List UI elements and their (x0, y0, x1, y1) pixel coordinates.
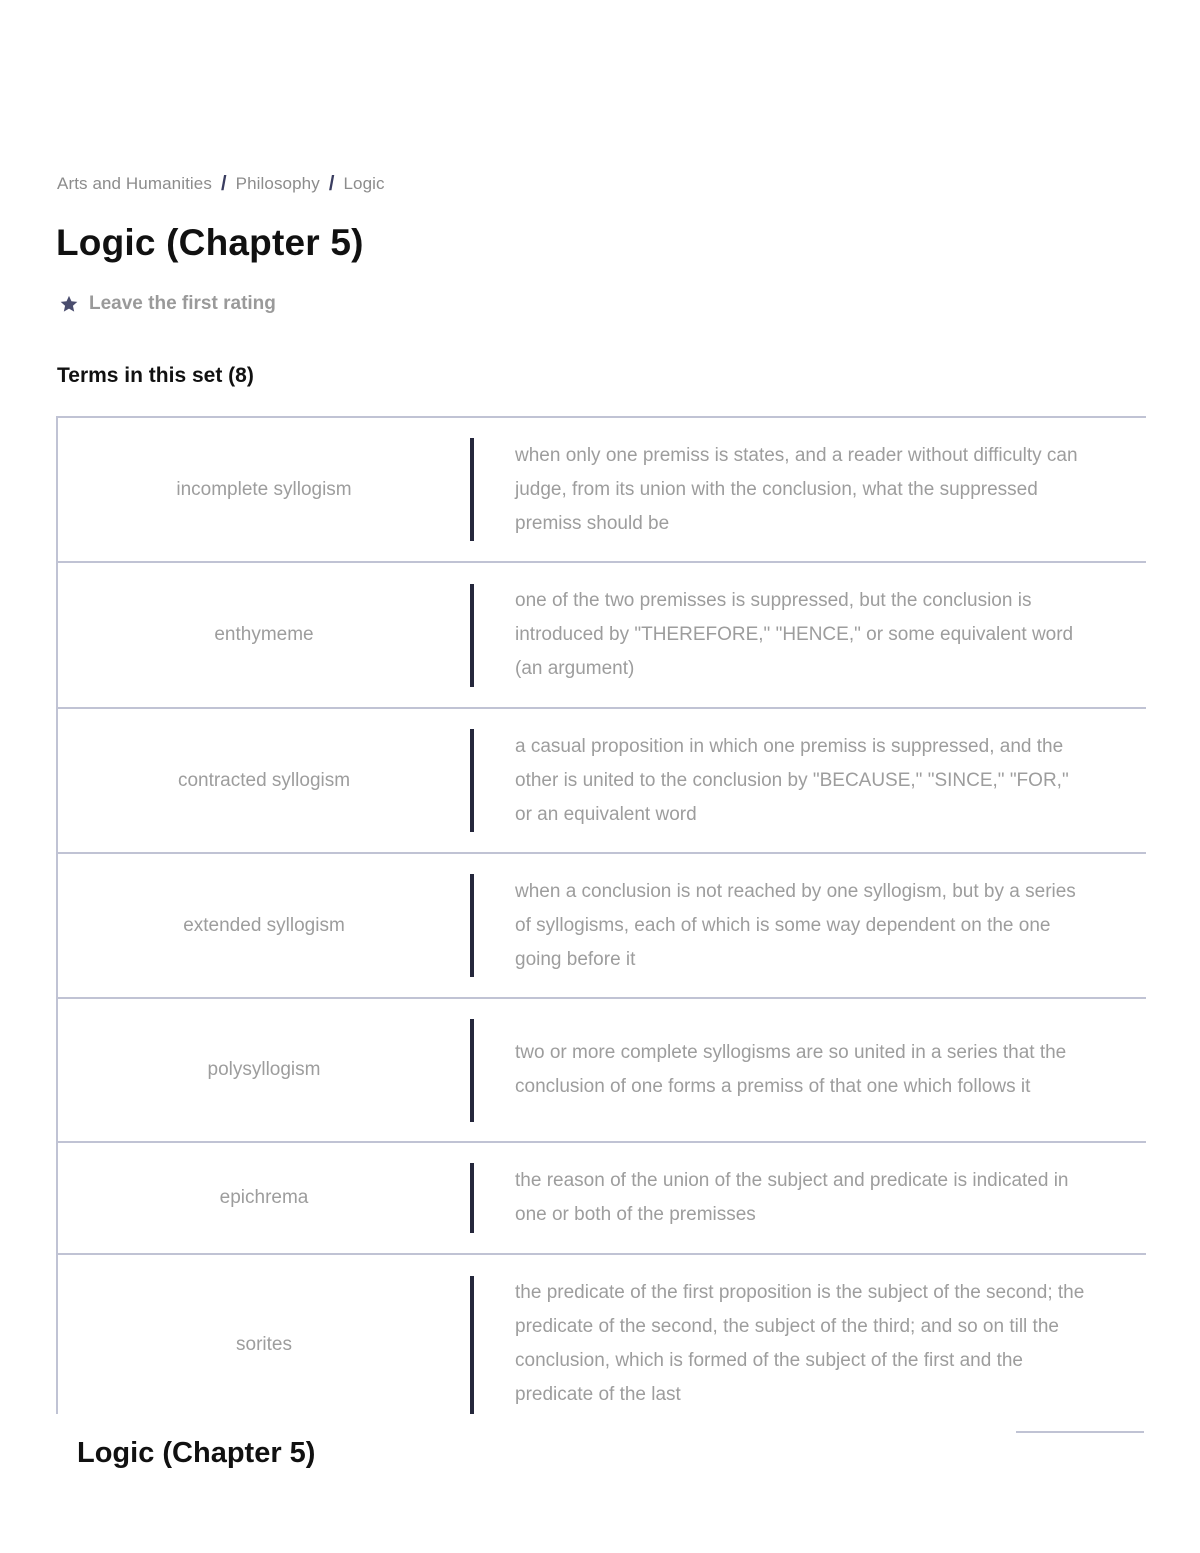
term-text: incomplete syllogism (176, 478, 352, 500)
term-text: contracted syllogism (177, 769, 351, 791)
terms-heading: Terms in this set (8) (57, 364, 254, 387)
breadcrumb-item-arts-and-humanities[interactable]: Arts and Humanities (57, 174, 212, 193)
page-title: Logic (Chapter 5) (56, 222, 364, 263)
breadcrumb-separator: / (328, 173, 335, 195)
leave-rating-button[interactable] (59, 293, 276, 315)
term-row (58, 709, 1146, 854)
term-text: polysyllogism (207, 1059, 321, 1080)
definition-text: one of the two premisses is suppressed, but the conclusion is introduced by "THEREFORE," "HENCE," or some equivalent word (an argument) (515, 590, 1074, 679)
term-row (58, 999, 1146, 1143)
breadcrumb-item-logic[interactable]: Logic (343, 174, 385, 193)
definition-text: a casual proposition in which one premiss is suppressed, and the other is united to the conclusion by "BECAUSE," "SINCE," "FOR," or an equivalent word (515, 735, 1069, 825)
term-text: enthymeme (214, 624, 314, 645)
definition-text: when only one premiss is states, and a reader without difficulty can judge, from its union with the conclusion, what the suppressed premiss should be (515, 444, 1078, 534)
rating-label: Leave the first rating (89, 293, 276, 314)
term-row (58, 854, 1146, 999)
term-text: extended syllogism (183, 914, 345, 936)
term-row (58, 1255, 1146, 1414)
breadcrumb-item-philosophy[interactable]: Philosophy (235, 174, 320, 193)
term-row (58, 1143, 1146, 1255)
footer-title: Logic (Chapter 5) (77, 1437, 316, 1469)
breadcrumb (57, 174, 385, 194)
term-row (58, 563, 1146, 709)
footer-divider (1016, 1431, 1144, 1433)
breadcrumb-separator: / (220, 173, 227, 195)
term-text: epichrema (219, 1187, 309, 1208)
definition-text: two or more complete syllogisms are so united in a series that the conclusion of one forms a premiss of that one which follows it (515, 1042, 1067, 1097)
terms-list (56, 416, 1146, 1414)
term-row (58, 418, 1146, 563)
definition-text: the predicate of the first proposition is the subject of the second; the predicate of the second, the subject of the third; and so on till the conclusion, which is formed of the subject of the first and the predicate of the last (515, 1281, 1085, 1405)
star-icon (59, 294, 79, 314)
term-text: sorites (236, 1334, 292, 1355)
definition-text: the reason of the union of the subject and predicate is indicated in one or both of the premisses (515, 1170, 1069, 1225)
definition-text: when a conclusion is not reached by one syllogism, but by a series of syllogisms, each of which is some way dependent on the one going before it (515, 880, 1076, 970)
